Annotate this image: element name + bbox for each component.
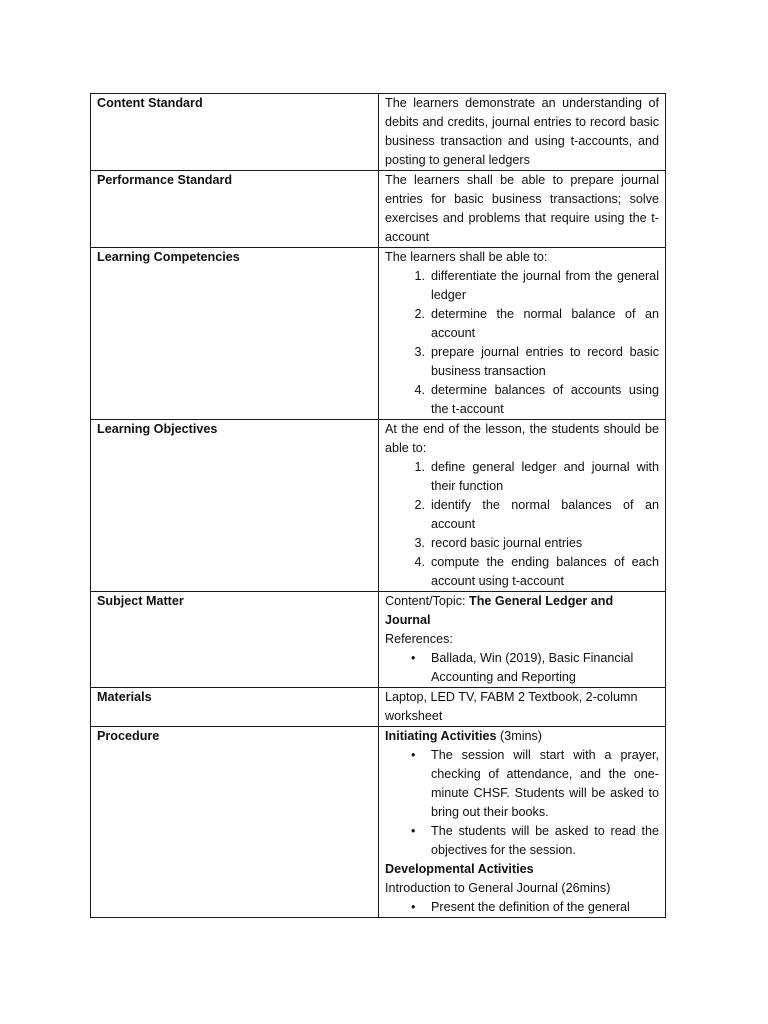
- list-item-text: record basic journal entries: [431, 536, 583, 550]
- developmental-list: [385, 898, 659, 917]
- table-row: [91, 94, 666, 171]
- row-content: [379, 420, 666, 592]
- references-label: References:: [385, 632, 453, 646]
- list-item: [385, 649, 659, 687]
- row-content: [379, 248, 666, 420]
- list-item-text: Present the definition of the general: [431, 900, 630, 914]
- competencies-list: [385, 267, 659, 419]
- list-item: [385, 496, 659, 534]
- list-number: 3.: [414, 536, 425, 550]
- row-label: Procedure: [91, 727, 379, 918]
- row-content: The learners demonstrate an understanding of debits and credits, journal entries to record basic business transaction and using t-accounts, and posting to general ledgers: [379, 94, 666, 171]
- table-row: [91, 688, 666, 727]
- list-item-text: The students will be asked to read the objectives for the session.: [431, 824, 659, 857]
- row-label: Learning Objectives: [91, 420, 379, 592]
- topic-line: [385, 592, 659, 630]
- table-row: [91, 171, 666, 248]
- developmental-heading: Developmental Activities: [385, 862, 534, 876]
- list-item: [385, 553, 659, 591]
- list-item: [385, 458, 659, 496]
- bullet: •: [411, 748, 416, 762]
- table-row: [91, 248, 666, 420]
- list-item-text: determine the normal balance of an account: [431, 307, 659, 340]
- initiating-title: Initiating Activities: [385, 729, 497, 743]
- list-number: 2.: [414, 498, 425, 512]
- initiating-time: (3mins): [496, 729, 542, 743]
- list-number: 4.: [414, 555, 425, 569]
- list-item: [385, 381, 659, 419]
- reference-text: Ballada, Win (2019), Basic Financial Accounting and Reporting: [431, 651, 634, 684]
- list-intro: The learners shall be able to:: [385, 250, 548, 264]
- list-number: 3.: [414, 345, 425, 359]
- row-label: Materials: [91, 688, 379, 727]
- list-item-text: prepare journal entries to record basic business transaction: [431, 345, 659, 378]
- row-label: Performance Standard: [91, 171, 379, 248]
- list-item-text: define general ledger and journal with their function: [431, 460, 659, 493]
- references-list: [385, 649, 659, 687]
- list-item: [385, 267, 659, 305]
- list-item-text: The session will start with a prayer, checking of attendance, and the one-minute CHSF. Students will be asked to bring out their books.: [431, 748, 659, 819]
- table-row: [91, 592, 666, 688]
- list-item: [385, 746, 659, 822]
- list-item: [385, 898, 659, 917]
- bullet: •: [411, 824, 416, 838]
- list-number: 2.: [414, 307, 425, 321]
- row-content: [379, 592, 666, 688]
- row-content: The learners shall be able to prepare journal entries for basic business transactions; solve exercises and problems that require using the t-account: [379, 171, 666, 248]
- initiating-heading: [385, 727, 659, 746]
- list-item: [385, 822, 659, 860]
- row-label: Content Standard: [91, 94, 379, 171]
- initiating-list: [385, 746, 659, 860]
- list-intro: At the end of the lesson, the students should be able to:: [385, 422, 659, 455]
- lesson-plan-table: [90, 93, 666, 918]
- topic-prefix: Content/Topic:: [385, 594, 470, 608]
- list-number: 1.: [414, 460, 425, 474]
- list-item-text: compute the ending balances of each account using t-account: [431, 555, 659, 588]
- row-content: Laptop, LED TV, FABM 2 Textbook, 2-column worksheet: [379, 688, 666, 727]
- list-number: 1.: [414, 269, 425, 283]
- row-label: Subject Matter: [91, 592, 379, 688]
- table-row: [91, 420, 666, 592]
- list-item: [385, 343, 659, 381]
- topic-title: The General Ledger and Journal: [385, 594, 614, 627]
- list-number: 4.: [414, 383, 425, 397]
- list-item: [385, 534, 659, 553]
- list-item-text: differentiate the journal from the general ledger: [431, 269, 659, 302]
- list-item-text: identify the normal balances of an account: [431, 498, 659, 531]
- general-journal-intro: Introduction to General Journal (26mins): [385, 881, 611, 895]
- objectives-list: [385, 458, 659, 591]
- list-item-text: determine balances of accounts using the t-account: [431, 383, 659, 416]
- bullet: •: [411, 651, 416, 665]
- table-row: [91, 727, 666, 918]
- bullet: •: [411, 900, 416, 914]
- row-label: Learning Competencies: [91, 248, 379, 420]
- row-content: [379, 727, 666, 918]
- list-item: [385, 305, 659, 343]
